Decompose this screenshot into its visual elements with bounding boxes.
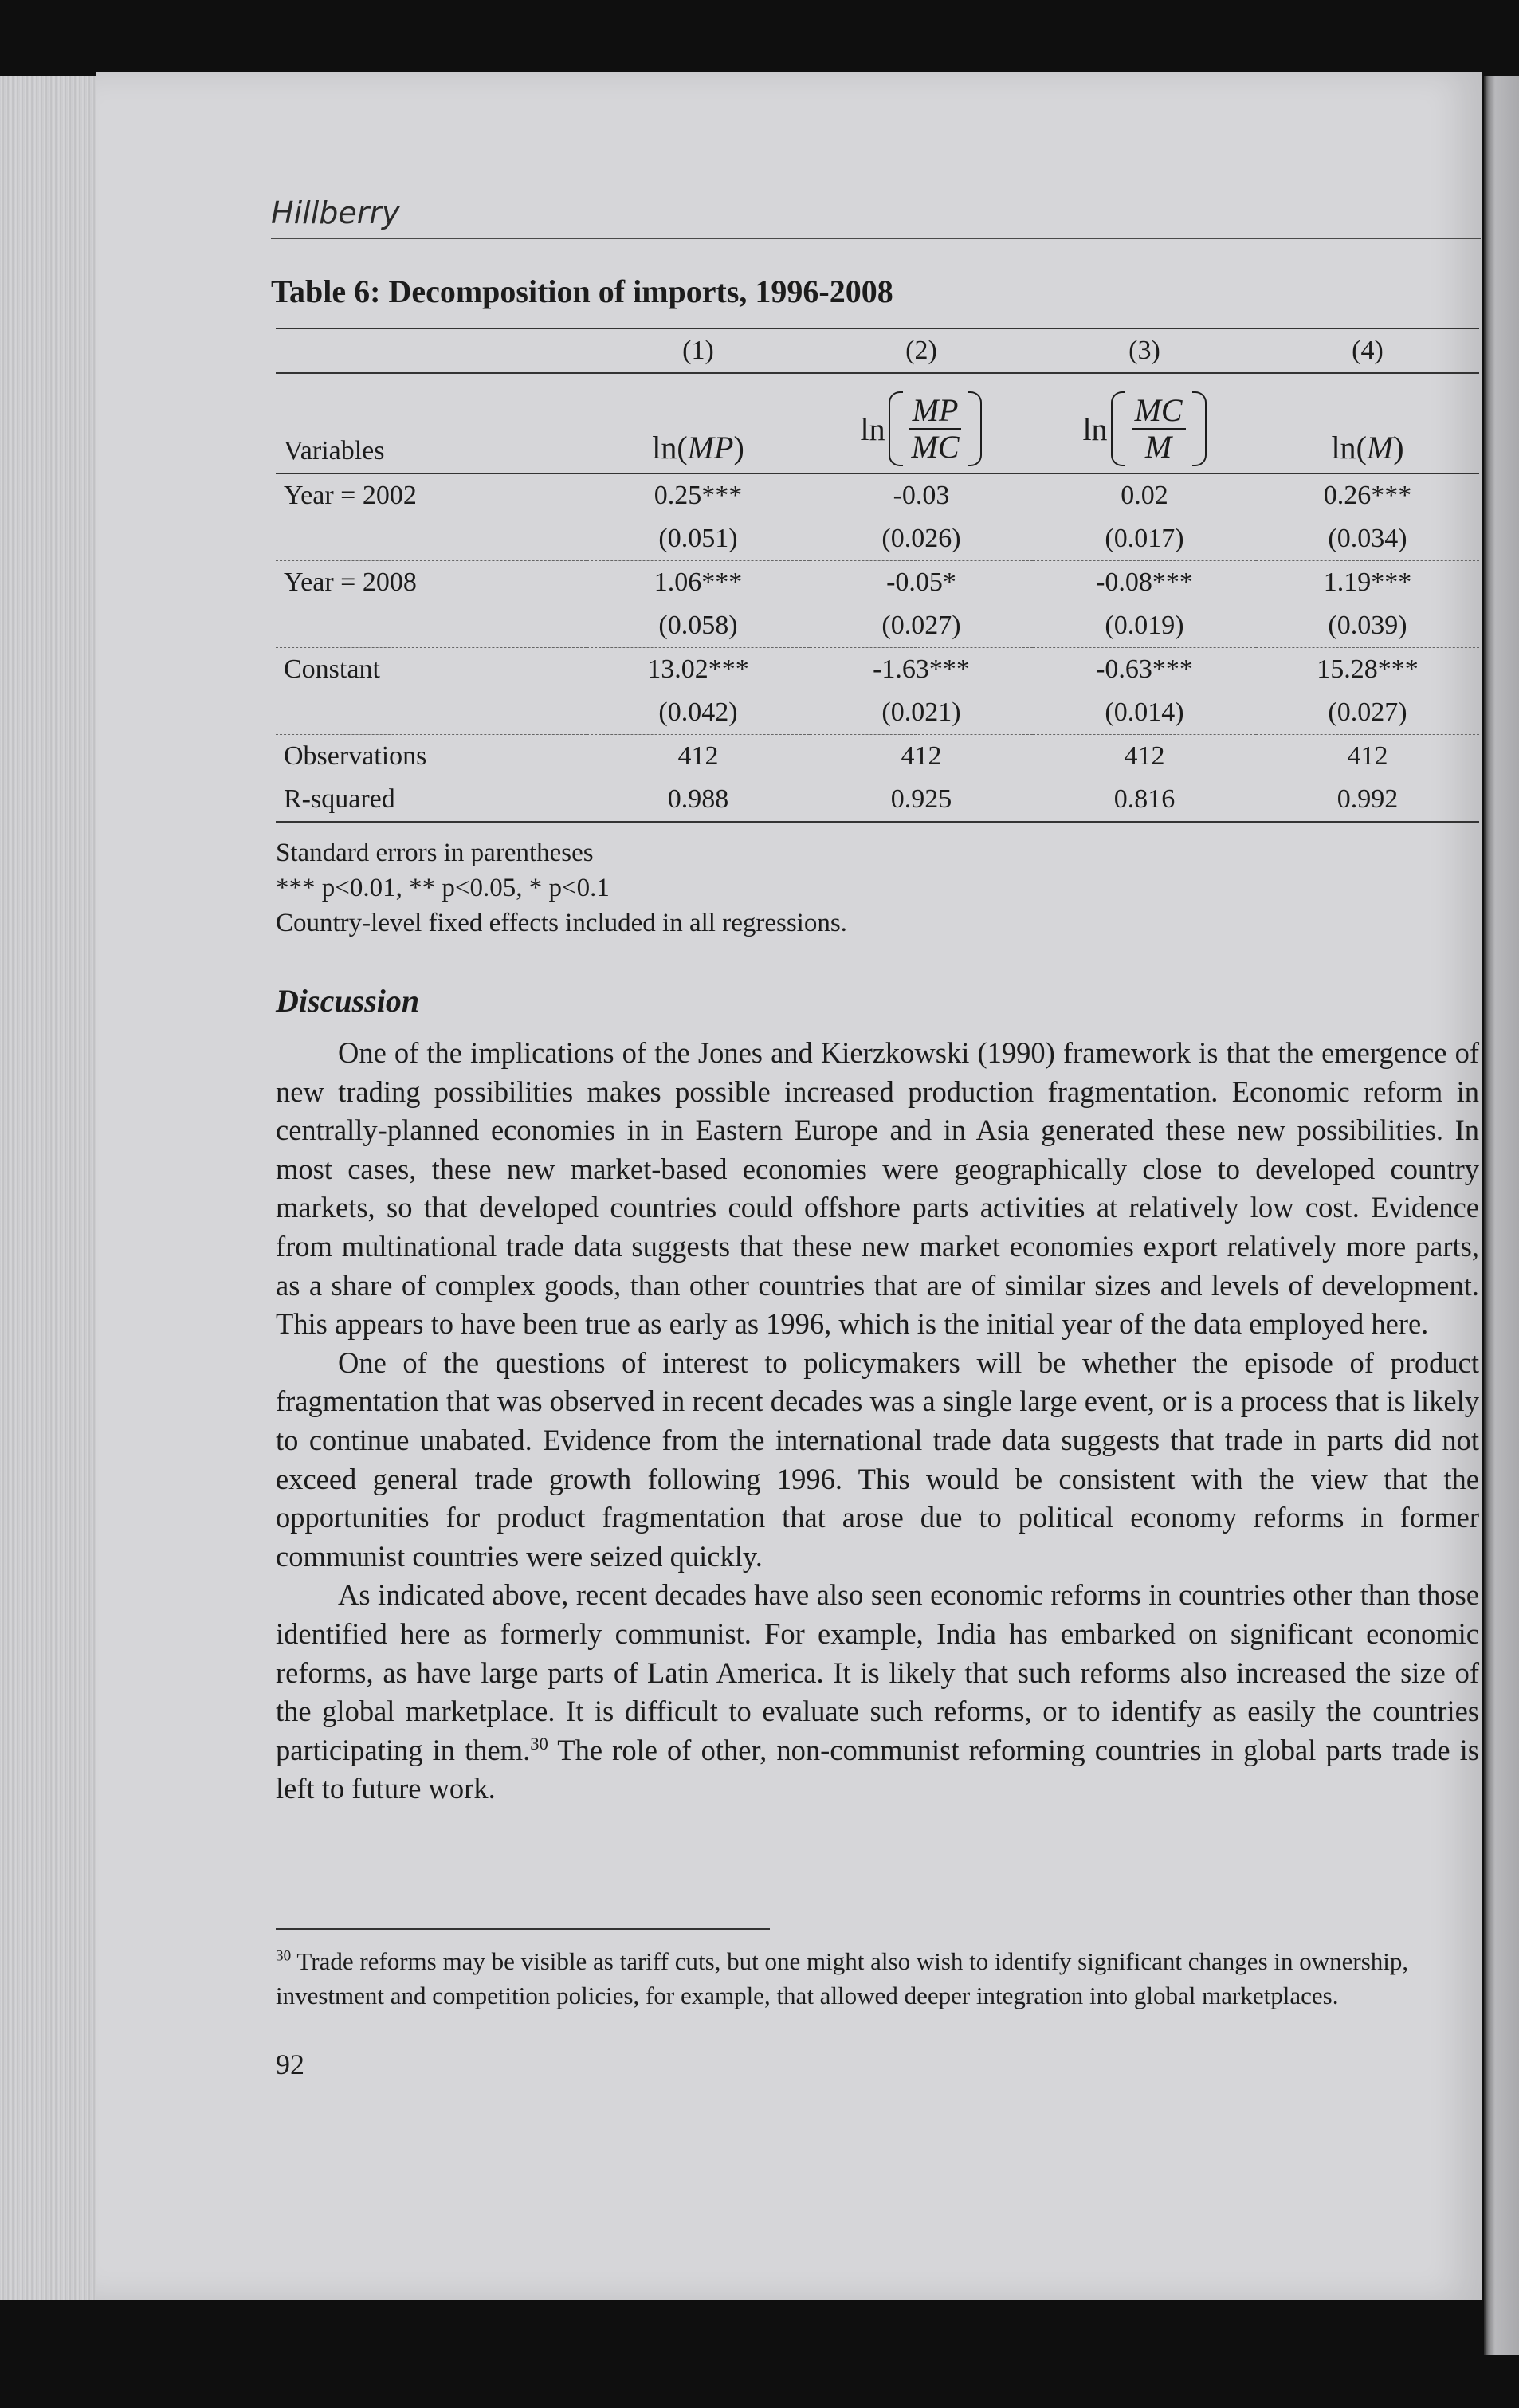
se-cell: (0.027) — [1328, 697, 1407, 727]
book-page-stack — [0, 76, 108, 2300]
col-number: (3) — [1128, 336, 1160, 365]
regression-table — [276, 328, 1479, 823]
se-cell: (0.042) — [658, 697, 738, 727]
se-cell: (0.014) — [1105, 697, 1184, 727]
se-cell: (0.051) — [658, 524, 738, 553]
coef-cell: 1.06*** — [654, 568, 743, 597]
table-row — [276, 648, 1479, 692]
table-row — [276, 735, 1479, 779]
table-row — [276, 473, 1479, 517]
coef-cell: 15.28*** — [1317, 654, 1419, 684]
col-formula: ln(MP) — [652, 430, 744, 465]
coef-cell: 13.02*** — [647, 654, 749, 684]
obs-cell: 412 — [1124, 741, 1165, 771]
se-cell: (0.034) — [1328, 524, 1407, 553]
body-paragraph: One of the questions of interest to policymakers will be whether the episode of product fragmentation that was observed in recent decades was a single large event, or is a process that is likely to continue unabated. Evidence from the international trade data suggests that trade in parts did not exceed general trade growth following 1996. This would be consistent with the view that the opportunities for product fragmentation that arose due to political economy reforms in former communist countries were seized quickly. — [276, 1345, 1479, 1573]
col-formula: ln $\frac{MC}{M}$ — [1033, 373, 1256, 473]
table-note: Country-level fixed effects included in all regressions. — [276, 909, 847, 937]
table-note: Standard errors in parentheses — [276, 839, 594, 867]
coef-cell: -0.05* — [886, 568, 956, 597]
se-cell: (0.026) — [881, 524, 961, 553]
coef-cell: 0.25*** — [654, 481, 743, 510]
obs-cell: 412 — [1347, 741, 1388, 771]
footnote-rule — [276, 1928, 770, 1930]
r2-cell: 0.925 — [890, 784, 952, 814]
table-row — [276, 778, 1479, 822]
table-row — [276, 561, 1479, 605]
col-number: (1) — [682, 336, 714, 365]
r2-cell: 0.816 — [1113, 784, 1176, 814]
col-number: (4) — [1352, 336, 1384, 365]
section-heading: Discussion — [276, 983, 420, 1019]
r2-cell: 0.992 — [1336, 784, 1399, 814]
footnote-ref[interactable]: 30 — [530, 1733, 548, 1754]
se-cell: (0.021) — [881, 697, 961, 727]
table-row — [276, 604, 1479, 648]
row-label: Constant — [284, 654, 380, 684]
se-cell: (0.017) — [1105, 524, 1184, 553]
row-label: Year = 2002 — [284, 481, 417, 510]
facing-page-edge — [1484, 76, 1519, 2355]
coef-cell: -0.03 — [893, 481, 950, 510]
col-formula: ln(M) — [1331, 430, 1404, 465]
table-note: *** p<0.01, ** p<0.05, * p<0.1 — [276, 874, 610, 902]
coef-cell: -1.63*** — [873, 654, 970, 684]
col-formula: ln $\frac{MP}{MC}$ — [810, 373, 1033, 473]
body-paragraph: One of the implications of the Jones and Kierzkowski (1990) framework is that the emergence of new trading possibilities makes possible increased production fragmentation. Economic reform in centrally-planned economies in in Eastern Europe and in Asia generated these new possibilities. In most cases, these new market-based economies were geographically close to developed country markets, so that developed countries could offshore parts activities at relatively low cost. Evidence from multinational trade data suggests that these new market economies export relatively more parts, as a share of complex goods, than other countries that are of similar sizes and levels of development. This appears to have been true as early as 1996, which is the initial year of the data employed here. — [276, 1036, 1479, 1341]
page-number: 92 — [276, 2048, 304, 2080]
footnote-number: 30 — [276, 1947, 292, 1965]
page-content — [271, 191, 1481, 2081]
body-paragraph: As indicated above, recent decades have also seen economic reforms in countries other than those identified here as formerly communist. For example, India has embarked on significant economic reforms, as have large parts of Latin America. It is likely that such reforms also increased the size of the global marketplace. It is difficult to evaluate such reforms, or to identify as easily the countries participating in them.$^{30}$ The role of other, non-communist reforming countries in global parts trade is left to future work. — [276, 1578, 1479, 1805]
obs-cell: 412 — [677, 741, 719, 771]
coef-cell: -0.08*** — [1096, 568, 1193, 597]
row-label: Year = 2008 — [284, 568, 417, 597]
table-row — [276, 691, 1479, 735]
se-cell: (0.027) — [881, 611, 961, 640]
row-label: R-squared — [284, 784, 395, 814]
se-cell: (0.058) — [658, 611, 738, 640]
table-row — [276, 517, 1479, 561]
col-number: (2) — [905, 336, 937, 365]
se-cell: (0.039) — [1328, 611, 1407, 640]
variables-label: Variables — [284, 436, 385, 465]
running-head: Hillberry — [271, 191, 1481, 239]
r2-cell: 0.988 — [667, 784, 729, 814]
obs-cell: 412 — [901, 741, 942, 771]
table-title: Table 6: Decomposition of imports, 1996-2008 — [271, 273, 893, 309]
coef-cell: 0.26*** — [1323, 481, 1412, 510]
coef-cell: 0.02 — [1121, 481, 1168, 510]
table-notes — [276, 835, 1481, 941]
footnote: $^{30}$ Trade reforms may be visible as tariff cuts, but one might also wish to identify significant changes in ownership, investment and competition policies, for example, that allowed deeper integration into global marketplaces. — [276, 1946, 1409, 2009]
se-cell: (0.019) — [1105, 611, 1184, 640]
coef-cell: -0.63*** — [1096, 654, 1193, 684]
row-label: Observations — [284, 741, 427, 771]
coef-cell: 1.19*** — [1323, 568, 1412, 597]
